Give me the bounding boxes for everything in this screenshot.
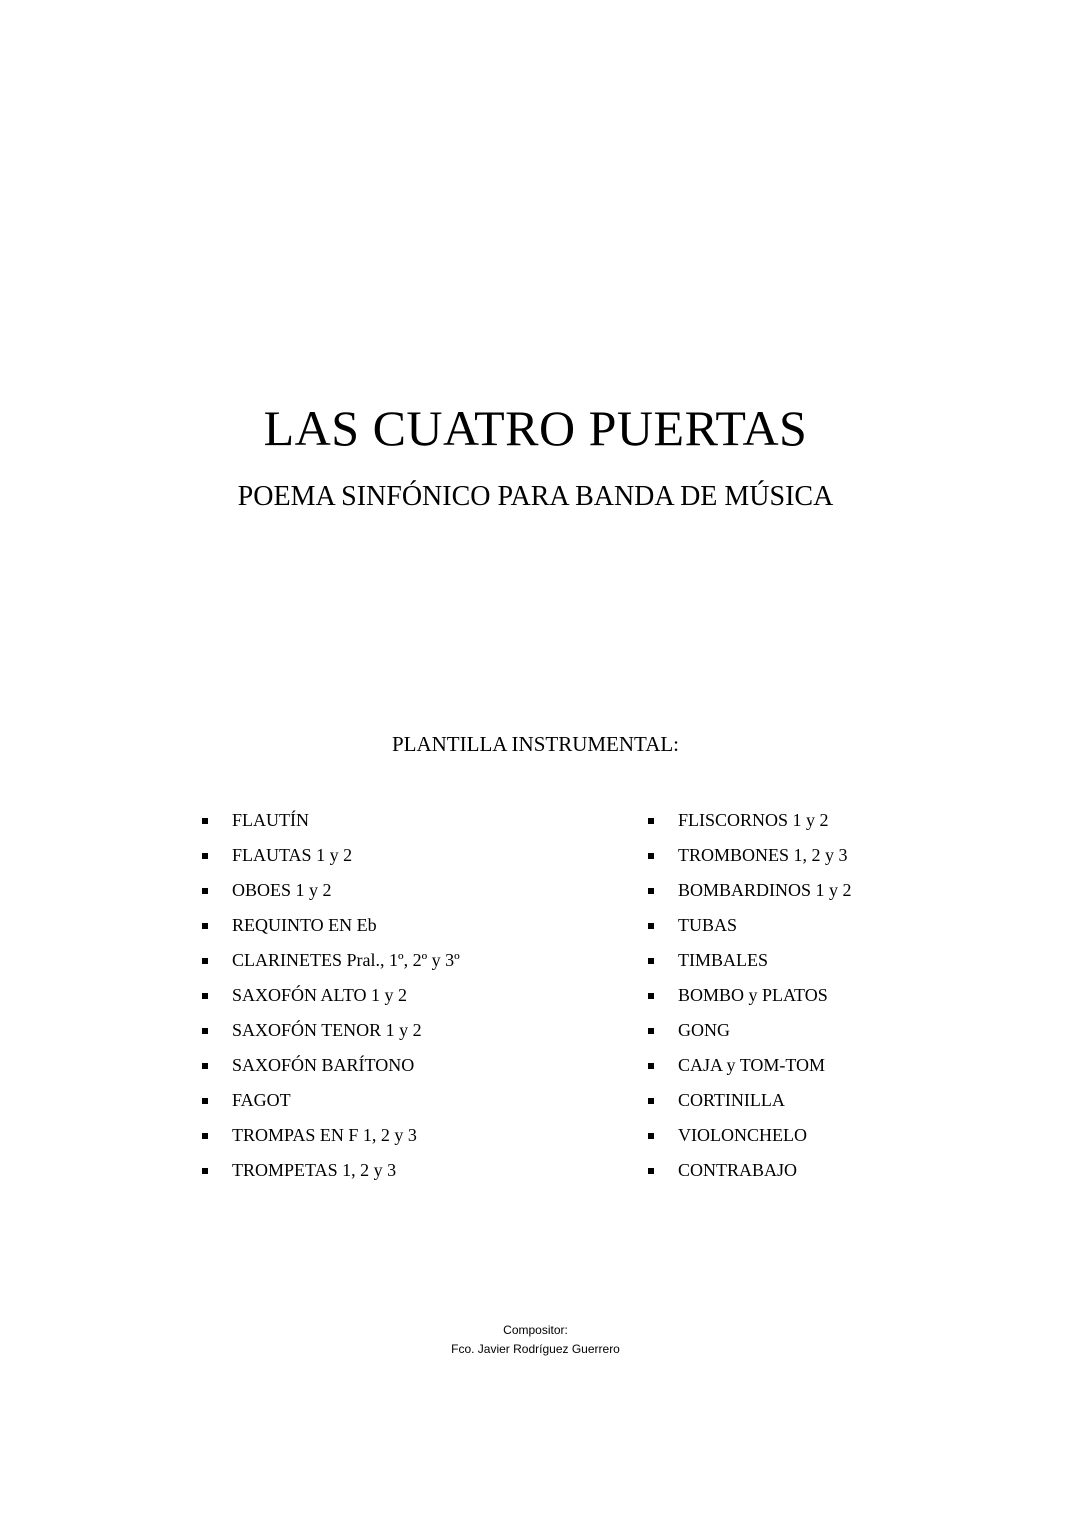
square-bullet-icon xyxy=(202,1098,208,1104)
list-item xyxy=(648,1013,852,1048)
instrument-label: TUBAS xyxy=(678,915,738,935)
square-bullet-icon xyxy=(648,1028,654,1034)
square-bullet-icon xyxy=(648,958,654,964)
instrument-label: OBOES 1 y 2 xyxy=(232,880,332,900)
instrument-label: FLAUTÍN xyxy=(232,810,309,830)
instruments-heading: PLANTILLA INSTRUMENTAL: xyxy=(391,732,680,756)
list-item xyxy=(202,1048,460,1083)
list-item xyxy=(202,803,460,838)
list-item xyxy=(648,873,852,908)
instrument-list-right xyxy=(648,803,852,1188)
square-bullet-icon xyxy=(648,1063,654,1069)
list-item xyxy=(648,1118,852,1153)
square-bullet-icon xyxy=(202,1133,208,1139)
square-bullet-icon xyxy=(648,1098,654,1104)
instrument-label: CLARINETES Pral., 1º, 2º y 3º xyxy=(232,950,460,970)
composer-label: Compositor: xyxy=(503,1323,568,1337)
list-item xyxy=(202,1153,460,1188)
instrument-label: TROMPETAS 1, 2 y 3 xyxy=(232,1160,397,1180)
square-bullet-icon xyxy=(202,1028,208,1034)
square-bullet-icon xyxy=(202,888,208,894)
list-item xyxy=(202,873,460,908)
instrument-label: FLAUTAS 1 y 2 xyxy=(232,845,353,865)
document-title: LAS CUATRO PUERTAS xyxy=(263,400,808,456)
instrument-label: VIOLONCHELO xyxy=(678,1125,807,1145)
square-bullet-icon xyxy=(202,818,208,824)
square-bullet-icon xyxy=(202,923,208,929)
instrument-label: TROMBONES 1, 2 y 3 xyxy=(678,845,848,865)
square-bullet-icon xyxy=(648,1168,654,1174)
instrument-label: TIMBALES xyxy=(678,950,768,970)
list-item xyxy=(202,1083,460,1118)
square-bullet-icon xyxy=(202,1063,208,1069)
composer-credits xyxy=(0,1321,1071,1359)
square-bullet-icon xyxy=(202,1168,208,1174)
square-bullet-icon xyxy=(648,923,654,929)
square-bullet-icon xyxy=(648,888,654,894)
list-item xyxy=(648,803,852,838)
instrument-label: SAXOFÓN BARÍTONO xyxy=(232,1055,415,1075)
square-bullet-icon xyxy=(202,958,208,964)
instrument-label: TROMPAS EN F 1, 2 y 3 xyxy=(232,1125,417,1145)
square-bullet-icon xyxy=(202,993,208,999)
list-item xyxy=(648,1083,852,1118)
instrument-label: CONTRABAJO xyxy=(678,1160,798,1180)
instrument-label: GONG xyxy=(678,1020,730,1040)
instrument-label: FLISCORNOS 1 y 2 xyxy=(678,810,829,830)
list-item xyxy=(202,1013,460,1048)
list-item xyxy=(648,838,852,873)
instrument-label: BOMBARDINOS 1 y 2 xyxy=(678,880,852,900)
document-subtitle: POEMA SINFÓNICO PARA BANDA DE MÚSICA xyxy=(237,481,834,512)
list-item xyxy=(202,838,460,873)
instrument-label: SAXOFÓN TENOR 1 y 2 xyxy=(232,1020,422,1040)
instrument-label: SAXOFÓN ALTO 1 y 2 xyxy=(232,985,408,1005)
list-item xyxy=(202,908,460,943)
list-item xyxy=(202,1118,460,1153)
instrument-label: CORTINILLA xyxy=(678,1090,785,1110)
instrument-label: CAJA y TOM-TOM xyxy=(678,1055,826,1075)
square-bullet-icon xyxy=(648,818,654,824)
square-bullet-icon xyxy=(648,853,654,859)
instrument-label: REQUINTO EN Eb xyxy=(232,915,377,935)
composer-name: Fco. Javier Rodríguez Guerrero xyxy=(451,1342,620,1356)
instrument-label: BOMBO y PLATOS xyxy=(678,985,828,1005)
list-item xyxy=(648,908,852,943)
list-item xyxy=(648,1048,852,1083)
instrument-list-left xyxy=(202,803,460,1188)
list-item xyxy=(202,943,460,978)
list-item xyxy=(648,978,852,1013)
square-bullet-icon xyxy=(648,993,654,999)
list-item xyxy=(648,1153,852,1188)
instrument-label: FAGOT xyxy=(232,1090,291,1110)
list-item xyxy=(202,978,460,1013)
list-item xyxy=(648,943,852,978)
square-bullet-icon xyxy=(648,1133,654,1139)
square-bullet-icon xyxy=(202,853,208,859)
